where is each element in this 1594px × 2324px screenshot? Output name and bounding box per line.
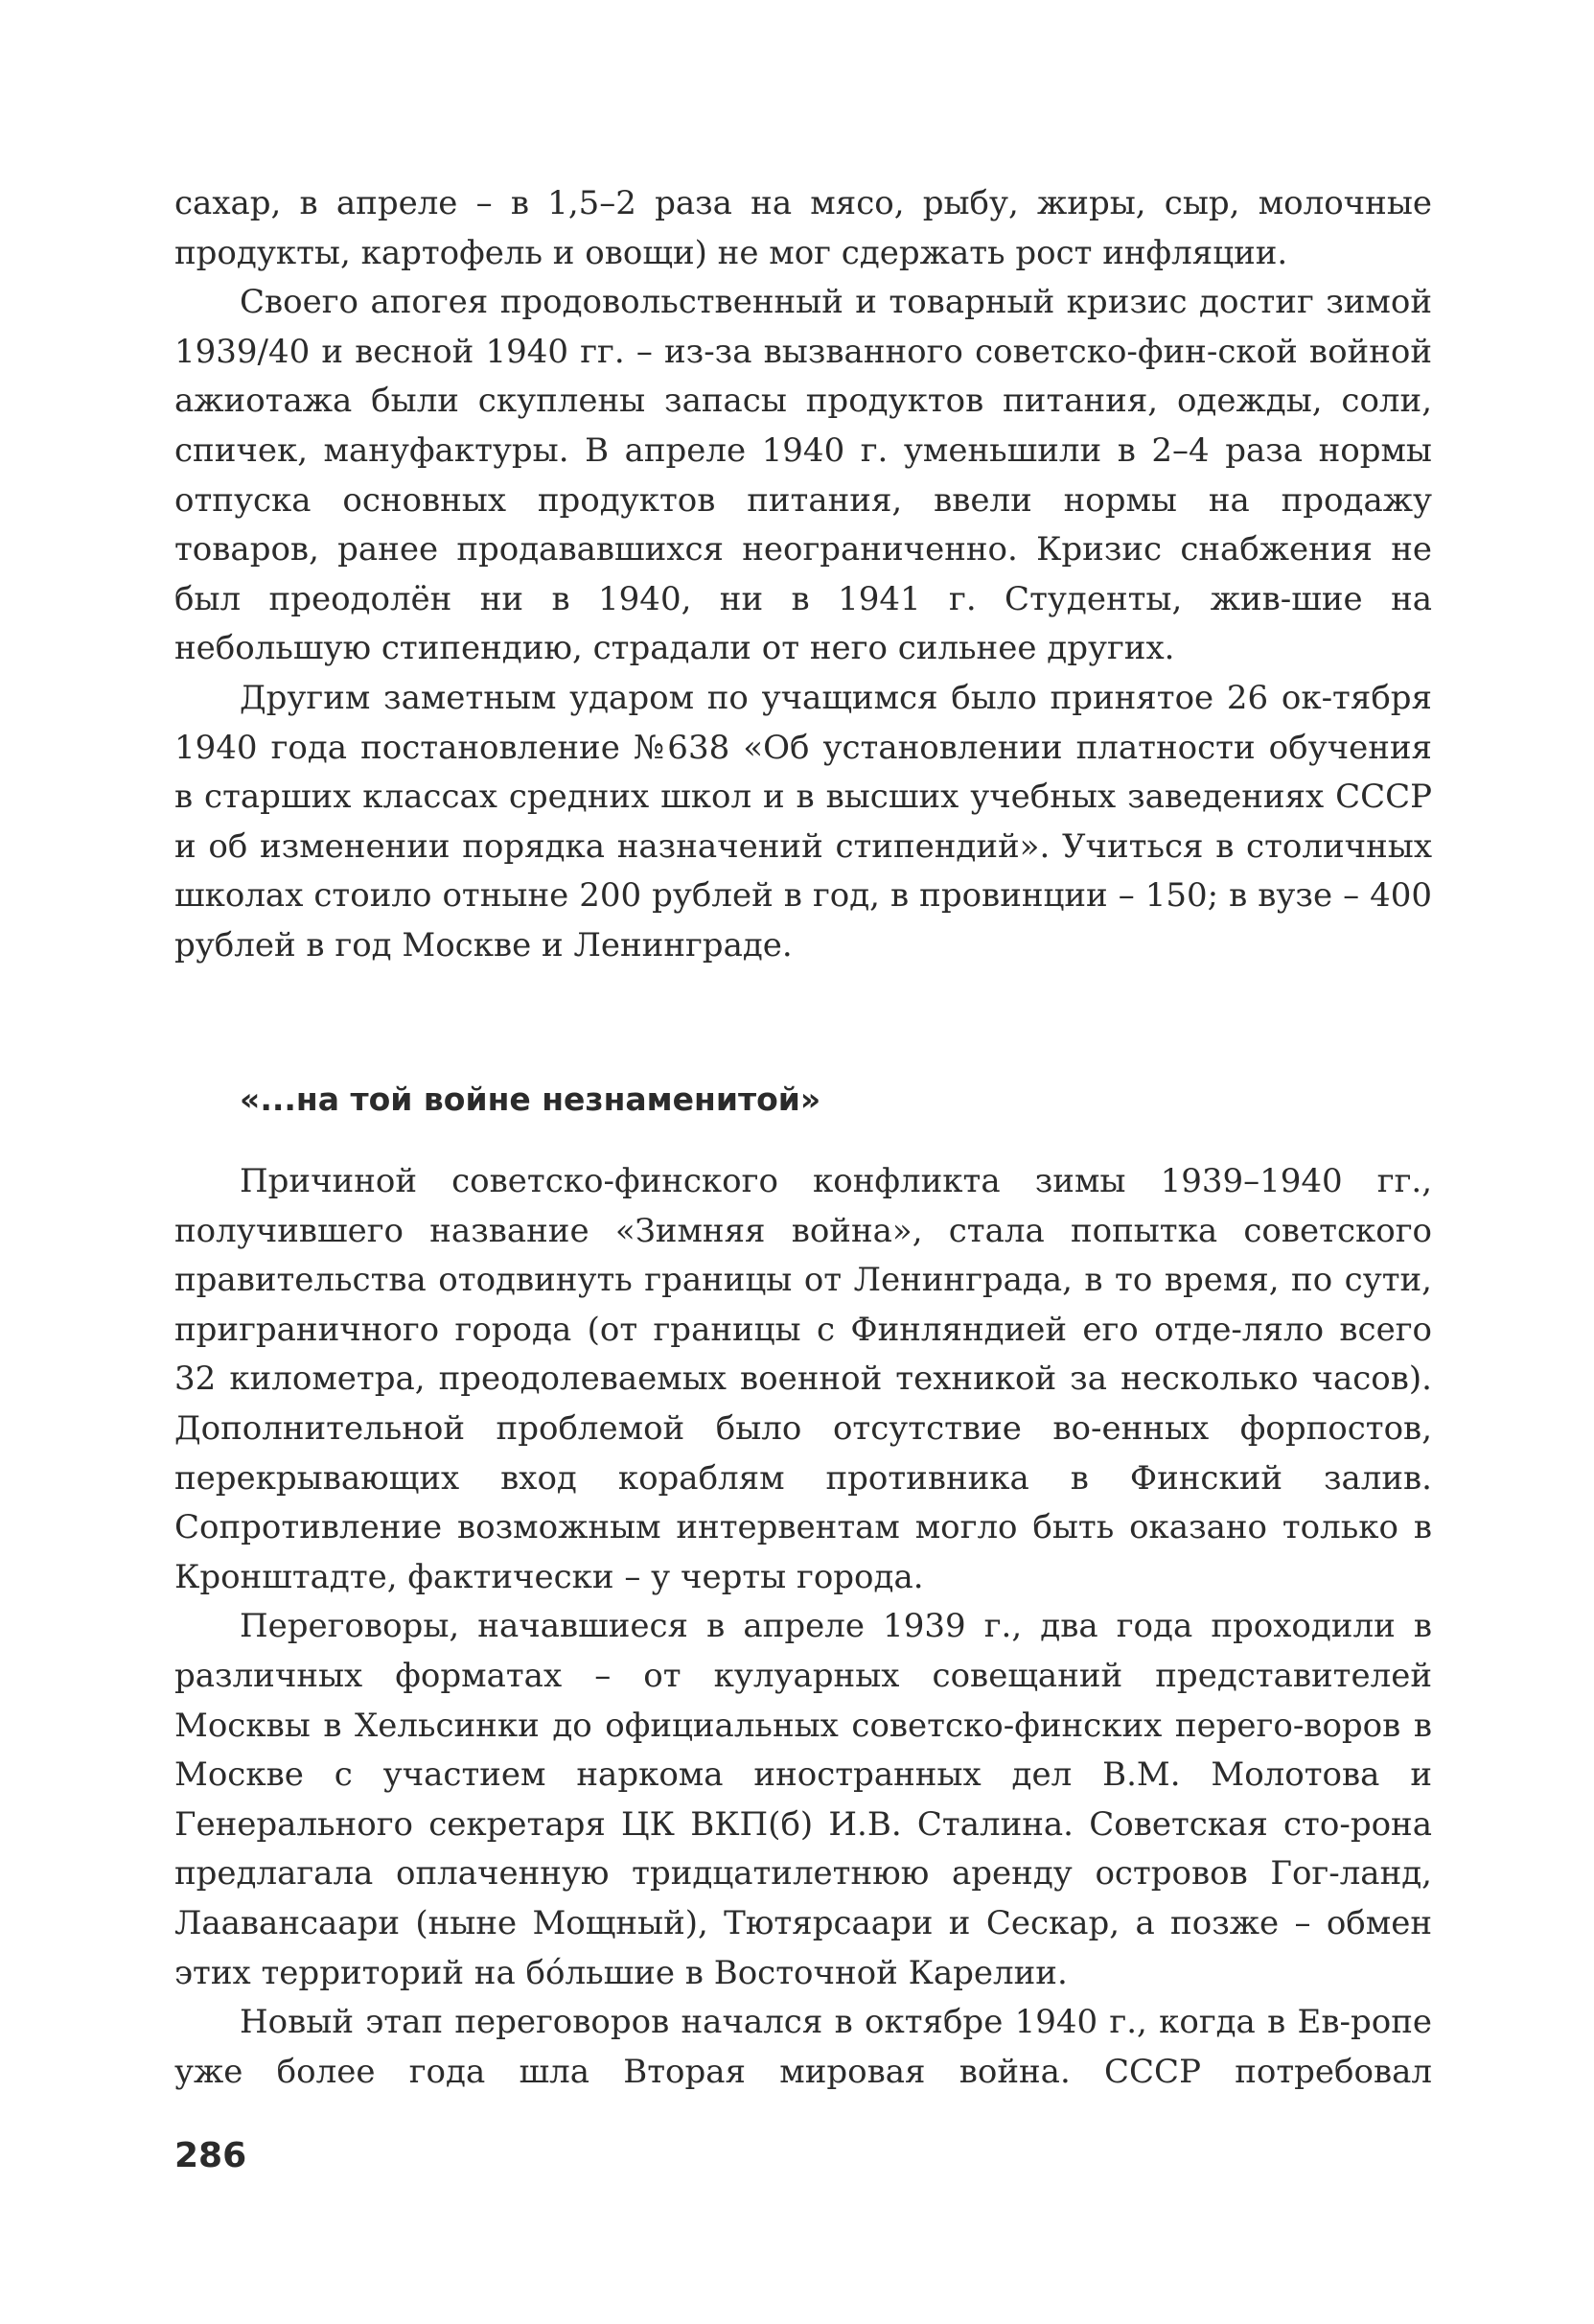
paragraph-continuation: сахар, в апреле – в 1,5–2 раза на мясо, рыбу, жиры, сыр, молочные продукты, картофель и овощи) не мог сдержать рост инфляции. [174, 184, 1432, 272]
paragraph-negotiations: Переговоры, начавшиеся в апреле 1939 г., два года проходили в различных форматах – от кулуарных совещаний представителей Москвы в Хельсинки до официальных советско-финских перего-воров в Москве с участием наркома иностранных дел В.М. Молотова и Генерального секретаря ЦК ВКП(б) И.В. Сталина. Советская сто-рона предлагала оплаченную тридцатилетнюю аренду островов Гог-ланд, Лаавансаари (ныне Мощный), Тютярсаари и Сескар, а позже – обмен этих территорий на бо́льшие в Восточной Карелии. [174, 1607, 1432, 1992]
page-number: 286 [174, 2136, 247, 2175]
paragraph-tuition-decree: Другим заметным ударом по учащимся было принятое 26 ок-тября 1940 года постановление №638 «Об установлении платности обучения в старших классах средних школ и в высших учебных заведениях СССР и об изменении порядка назначений стипендий». Учиться в столичных школах стоило отныне 200 рублей в год, в провинции – 150; в вузе – 400 рублей в год Москве и Ленинграде. [174, 678, 1432, 964]
paragraph-winter-war-cause: Причиной советско-финского конфликта зимы 1939–1940 гг., получившего название «Зимняя война», стала попытка советского правительства отодвинуть границы от Ленинграда, в то время, по сути, приграничного города (от границы с Финляндией его отде-ляло всего 32 километра, преодолеваемых военной техникой за несколько часов). Дополнительной проблемой было отсутствие во-енных форпостов, перекрывающих вход кораблям противника в Финский залив. Сопротивление возможным интервентам могло быть оказано только в Кронштадте, фактически – у черты города. [174, 1162, 1432, 1596]
text-block-bottom [174, 1157, 1432, 2097]
text-block-top [174, 179, 1432, 971]
paragraph-food-crisis: Своего апогея продовольственный и товарный кризис достиг зимой 1939/40 и весной 1940 гг. – из-за вызванного советско-фин-ской войной ажиотажа были скуплены запасы продуктов питания, одежды, соли, спичек, мануфактуры. В апреле 1940 г. уменьшили в 2–4 раза нормы отпуска основных продуктов питания, ввели нормы на продажу товаров, ранее продававшихся неограниченно. Кризис снабжения не был преодолён ни в 1940, ни в 1941 г. Студенты, жив-шие на небольшую стипендию, страдали от него сильнее других. [174, 283, 1432, 668]
section-heading: «...на той войне незнаменитой» [240, 1081, 821, 1118]
paragraph-new-stage: Новый этап переговоров начался в октябре 1940 г., когда в Ев-ропе уже более года шла Вторая мировая война. СССР потребовал [174, 2003, 1432, 2091]
